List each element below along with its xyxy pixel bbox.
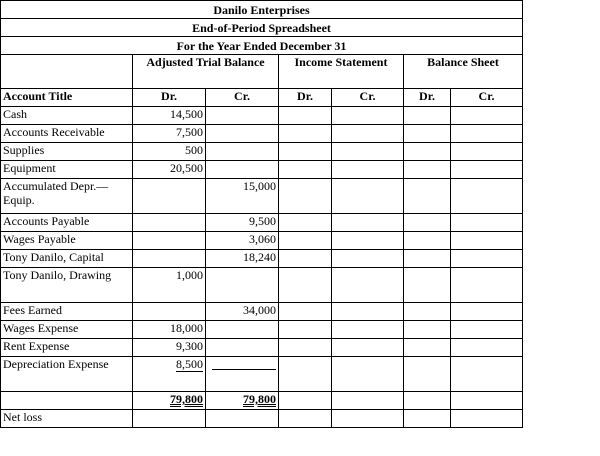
tb-dr-total: [133, 392, 206, 410]
underline-rule: [212, 357, 276, 370]
table-row: [1, 268, 523, 303]
tb-cr-value: [206, 357, 279, 392]
is-cr-cell: [332, 339, 404, 357]
table-row: [1, 357, 523, 392]
bs-cr-cell: [451, 321, 523, 339]
is-dr-cell: [279, 339, 332, 357]
tb-cr-value: 15,000: [206, 179, 279, 214]
bs-cr-cell: [451, 357, 523, 392]
is-cr-header: Cr.: [332, 89, 404, 107]
totals-row: [1, 392, 523, 410]
account-name: Equipment: [1, 161, 133, 179]
is-cr-cell: [332, 161, 404, 179]
tb-cr-total: [206, 392, 279, 410]
bs-dr-cell: [404, 125, 451, 143]
account-name: Cash: [1, 107, 133, 125]
bs-dr-header: Dr.: [404, 89, 451, 107]
is-cr-cell: [332, 232, 404, 250]
is-cr-cell: [332, 250, 404, 268]
trial-balance-group-header: Adjusted Trial Balance: [133, 55, 279, 89]
tb-cr-total-value: 79,800: [243, 392, 276, 406]
table-row: [1, 143, 523, 161]
table-row: [1, 303, 523, 321]
is-cr-cell: [332, 179, 404, 214]
table-row: [1, 232, 523, 250]
account-name: Wages Expense: [1, 321, 133, 339]
tb-dr-value: [133, 214, 206, 232]
bs-dr-cell: [404, 357, 451, 392]
account-name: Accounts Receivable: [1, 125, 133, 143]
bs-dr-cell: [404, 410, 451, 428]
table-row: [1, 107, 523, 125]
bs-cr-header: Cr.: [451, 89, 523, 107]
is-dr-cell: [279, 214, 332, 232]
bs-cr-cell: [451, 410, 523, 428]
bs-cr-cell: [451, 125, 523, 143]
account-name: Accounts Payable: [1, 214, 133, 232]
tb-dr-underlined-value: 8,500: [176, 357, 203, 371]
is-cr-cell: [332, 321, 404, 339]
bs-dr-cell: [404, 179, 451, 214]
tb-dr-value: 500: [133, 143, 206, 161]
is-dr-cell: [279, 161, 332, 179]
bs-dr-cell: [404, 339, 451, 357]
tb-cr-value: [206, 268, 279, 303]
report-title: End-of-Period Spreadsheet: [1, 19, 523, 37]
table-row: [1, 161, 523, 179]
is-dr-cell: [279, 410, 332, 428]
bs-cr-cell: [451, 392, 523, 410]
bs-cr-cell: [451, 161, 523, 179]
account-name: Rent Expense: [1, 339, 133, 357]
account-name: Supplies: [1, 143, 133, 161]
bs-dr-cell: [404, 143, 451, 161]
bs-cr-cell: [451, 214, 523, 232]
tb-cr-value: 3,060: [206, 232, 279, 250]
is-cr-cell: [332, 125, 404, 143]
tb-cr-value: [206, 339, 279, 357]
bs-dr-cell: [404, 232, 451, 250]
bs-dr-cell: [404, 161, 451, 179]
tb-cr-cell: [206, 410, 279, 428]
tb-dr-value: 14,500: [133, 107, 206, 125]
table-row: [1, 321, 523, 339]
table-row: [1, 179, 523, 214]
tb-dr-total-value: 79,800: [170, 392, 203, 406]
is-cr-cell: [332, 143, 404, 161]
bs-cr-cell: [451, 143, 523, 161]
is-cr-cell: [332, 303, 404, 321]
tb-cr-value: 18,240: [206, 250, 279, 268]
is-dr-cell: [279, 143, 332, 161]
bs-dr-cell: [404, 268, 451, 303]
tb-cr-value: [206, 125, 279, 143]
is-dr-cell: [279, 303, 332, 321]
is-cr-cell: [332, 268, 404, 303]
bs-cr-cell: [451, 303, 523, 321]
table-row: [1, 214, 523, 232]
net-loss-row: [1, 410, 523, 428]
bs-cr-cell: [451, 339, 523, 357]
tb-cr-value: [206, 321, 279, 339]
tb-cr-header: Cr.: [206, 89, 279, 107]
account-name: Tony Danilo, Drawing: [1, 268, 133, 303]
table-row: [1, 339, 523, 357]
company-name: Danilo Enterprises: [1, 1, 523, 19]
bs-dr-cell: [404, 321, 451, 339]
tb-dr-value: 9,300: [133, 339, 206, 357]
net-loss-label: Net loss: [1, 410, 133, 428]
tb-dr-value: 20,500: [133, 161, 206, 179]
account-name: Wages Payable: [1, 232, 133, 250]
bs-dr-cell: [404, 303, 451, 321]
report-period: For the Year Ended December 31: [1, 37, 523, 55]
bs-cr-cell: [451, 232, 523, 250]
bs-dr-cell: [404, 214, 451, 232]
tb-cr-value: 9,500: [206, 214, 279, 232]
tb-dr-cell: [133, 410, 206, 428]
totals-label-cell: [1, 392, 133, 410]
bs-dr-cell: [404, 392, 451, 410]
tb-cr-value: [206, 143, 279, 161]
is-cr-cell: [332, 357, 404, 392]
is-dr-cell: [279, 125, 332, 143]
account-name: Fees Earned: [1, 303, 133, 321]
bs-cr-cell: [451, 250, 523, 268]
is-dr-cell: [279, 232, 332, 250]
account-name: Depreciation Expense: [1, 357, 133, 392]
is-dr-cell: [279, 250, 332, 268]
tb-dr-header: Dr.: [133, 89, 206, 107]
account-title-header: Account Title: [1, 89, 133, 107]
bs-cr-cell: [451, 107, 523, 125]
is-dr-cell: [279, 321, 332, 339]
is-dr-header: Dr.: [279, 89, 332, 107]
bs-dr-cell: [404, 250, 451, 268]
tb-dr-value: [133, 250, 206, 268]
blank-header-cell: [1, 55, 133, 89]
table-row: [1, 125, 523, 143]
is-cr-cell: [332, 214, 404, 232]
is-dr-cell: [279, 357, 332, 392]
table-row: [1, 250, 523, 268]
is-dr-cell: [279, 107, 332, 125]
is-dr-cell: [279, 268, 332, 303]
bs-dr-cell: [404, 107, 451, 125]
income-statement-group-header: Income Statement: [279, 55, 404, 89]
tb-dr-value: [133, 179, 206, 214]
bs-cr-cell: [451, 179, 523, 214]
tb-dr-value: [133, 357, 206, 392]
tb-dr-value: [133, 232, 206, 250]
tb-dr-value: 1,000: [133, 268, 206, 303]
is-cr-cell: [332, 392, 404, 410]
is-cr-cell: [332, 410, 404, 428]
tb-dr-value: [133, 303, 206, 321]
tb-cr-value: [206, 161, 279, 179]
balance-sheet-group-header: Balance Sheet: [404, 55, 523, 89]
tb-dr-value: 18,000: [133, 321, 206, 339]
account-name: Tony Danilo, Capital: [1, 250, 133, 268]
is-dr-cell: [279, 392, 332, 410]
tb-dr-value: 7,500: [133, 125, 206, 143]
bs-cr-cell: [451, 268, 523, 303]
is-cr-cell: [332, 107, 404, 125]
tb-cr-value: [206, 107, 279, 125]
account-name: Accumulated Depr.—Equip.: [1, 179, 133, 214]
is-dr-cell: [279, 179, 332, 214]
tb-cr-value: 34,000: [206, 303, 279, 321]
